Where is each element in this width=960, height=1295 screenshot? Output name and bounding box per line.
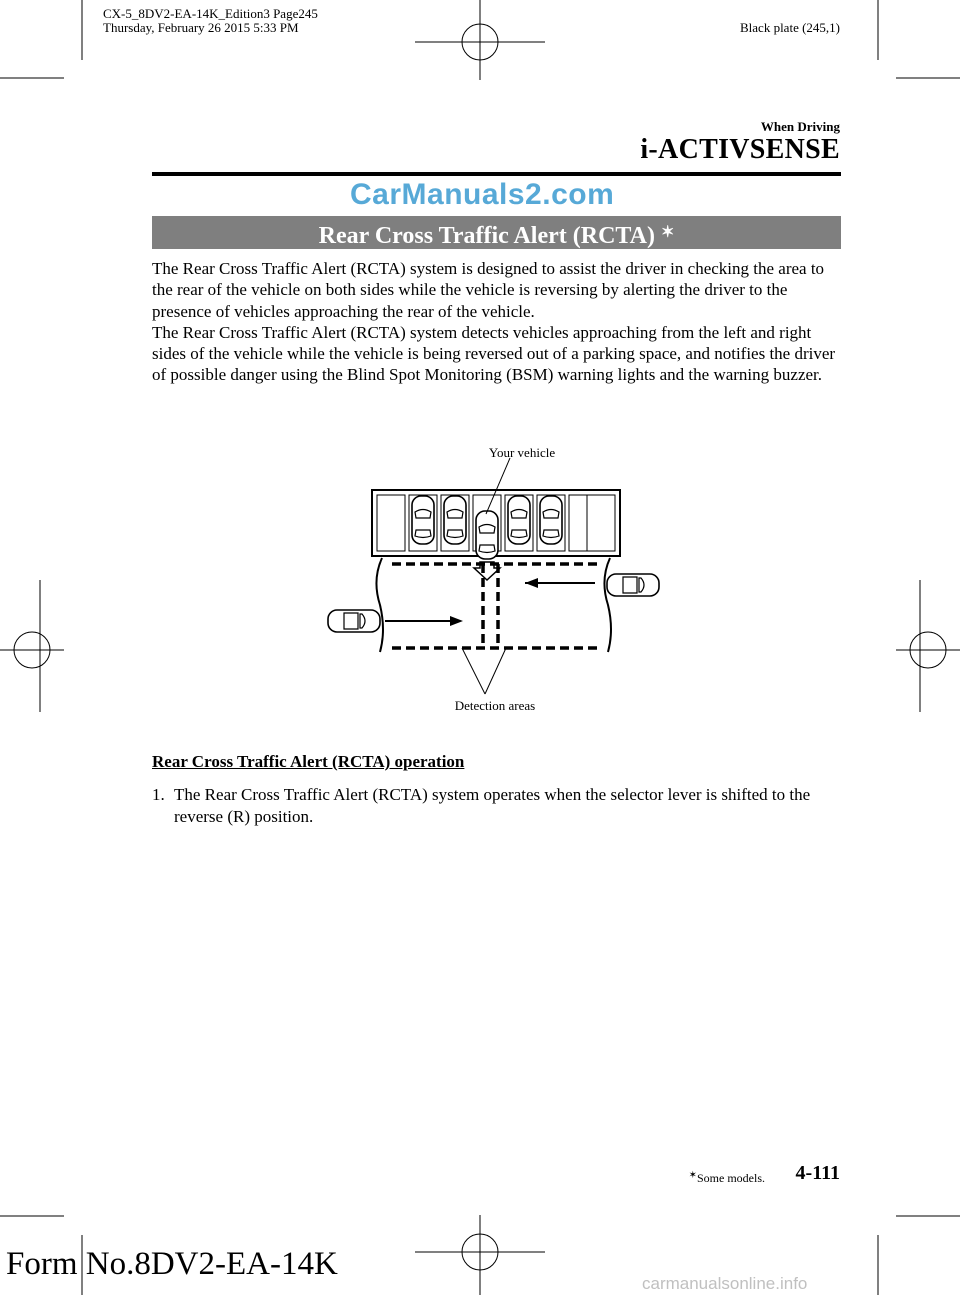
step-number: 1.	[152, 785, 165, 804]
parked-car-icon	[444, 496, 466, 544]
leader-line-area-right	[485, 648, 506, 694]
section-banner	[152, 216, 841, 249]
footnote-star-icon: ✶	[688, 1170, 697, 1181]
intro-paragraph-2: The Rear Cross Traffic Alert (RCTA) system detects vehicles approaching from the left and right sides of the vehicle while the vehicle is being reversed out of a parking space, and notifies the driver of possible danger using the Blind Spot Monitoring (BSM) warning lights and the warning buzzer.	[152, 322, 836, 385]
label-your-vehicle: Your vehicle	[488, 445, 556, 460]
footnote	[689, 1170, 765, 1186]
step-text: The Rear Cross Traffic Alert (RCTA) system operates when the selector lever is shifted to the reverse (R) position.	[174, 785, 811, 826]
leader-line-area-left	[462, 648, 485, 694]
approach-arrow-right-icon	[525, 578, 595, 588]
print-meta-line1: CX-5_8DV2-EA-14K_Edition3 Page245	[103, 6, 318, 21]
chapter-title: i-ACTIVSENSE	[640, 134, 840, 165]
watermark-logo: CarManuals2.com	[350, 178, 615, 211]
detection-area-outline	[392, 564, 600, 648]
your-vehicle-icon	[476, 511, 498, 559]
rcta-diagram	[320, 440, 670, 720]
intro-paragraph-1: The Rear Cross Traffic Alert (RCTA) system is designed to assist the driver in checking the area to the rear of the vehicle on both sides while the vehicle is reversing by alerting the driver to the presence of vehicles approaching the rear of the vehicle.	[152, 259, 825, 321]
intro-text	[152, 258, 844, 386]
page-number: 4-111	[795, 1162, 840, 1184]
label-detection-areas: Detection areas	[454, 698, 536, 713]
parked-car-icon	[540, 496, 562, 544]
rcta-diagram-svg	[320, 440, 670, 720]
parked-car-icon	[508, 496, 530, 544]
header-rule	[152, 172, 841, 176]
print-meta-line2: Thursday, February 26 2015 5:33 PM	[103, 20, 299, 35]
approaching-car-left-icon	[328, 610, 380, 632]
road-edge-right	[604, 558, 611, 652]
step-item	[152, 784, 842, 827]
parked-car-icon	[412, 496, 434, 544]
star-icon: ✶	[660, 224, 675, 241]
section-name: When Driving	[760, 119, 840, 134]
operation-heading: Rear Cross Traffic Alert (RCTA) operation	[152, 752, 465, 771]
banner-title: Rear Cross Traffic Alert (RCTA)	[318, 223, 655, 249]
approach-arrow-left-icon	[385, 616, 463, 626]
site-watermark: carmanualsonline.info	[642, 1274, 808, 1293]
approaching-car-right-icon	[607, 574, 659, 596]
footnote-text: Some models.	[697, 1171, 765, 1185]
print-meta-plate: Black plate (245,1)	[740, 20, 840, 35]
road-edge-left	[376, 558, 383, 652]
form-number: Form No.8DV2-EA-14K	[6, 1246, 338, 1282]
